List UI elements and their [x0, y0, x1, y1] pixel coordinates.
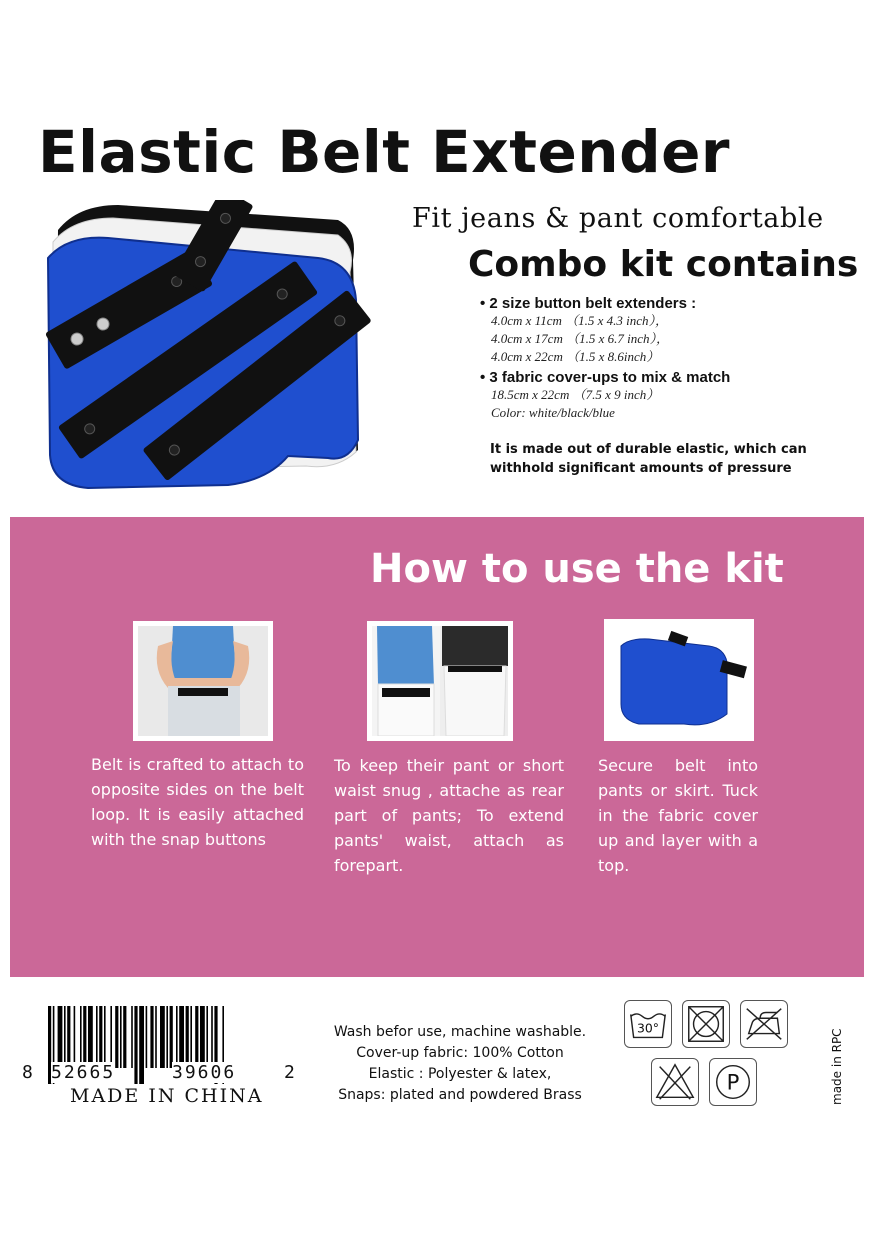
step-3-text: Secure belt into pants or skirt. Tuck in the fabric cover up and layer with a top. [598, 756, 758, 875]
barcode-bar [195, 1006, 198, 1068]
how-to-title: How to use the kit [370, 546, 784, 592]
barcode-bar [88, 1006, 93, 1068]
kit-item-1-label: 2 size button belt extenders : [489, 295, 697, 312]
barcode-bar [131, 1006, 133, 1068]
barcode-bar [190, 1006, 192, 1068]
page-title: Elastic Belt Extender [38, 118, 731, 186]
barcode-bar [115, 1006, 118, 1068]
size-line-1: 4.0cm x 11cm （1.5 x 4.3 inch）， [491, 313, 669, 328]
no-bleach-icon [651, 1058, 699, 1106]
dry-clean-letter: P [726, 1069, 740, 1095]
kit-contents-list [480, 295, 860, 422]
barcode-bar [134, 1006, 137, 1084]
subtitle: Fit jeans & pant comfortable [412, 203, 824, 234]
step-3-photo [604, 619, 754, 741]
cover-size-line: 18.5cm x 22cm （7.5 x 9 inch） [491, 387, 660, 402]
care-line-2: Cover-up fabric: 100% Cotton [356, 1045, 564, 1061]
barcode-bar [64, 1006, 66, 1068]
barcode-bar [123, 1006, 126, 1068]
barcode-bar [120, 1006, 122, 1068]
size-line-3: 4.0cm x 22cm （1.5 x 8.6inch） [491, 349, 660, 364]
barcode-bar [104, 1006, 106, 1068]
step-2-illustration [372, 626, 508, 736]
barcode-last-digit: 2 [284, 1062, 295, 1083]
kit-item-1-heading: • 2 size button belt extenders : [480, 295, 697, 312]
barcode-bar [96, 1006, 98, 1068]
care-instructions [320, 1022, 600, 1106]
barcode-bar [67, 1006, 70, 1068]
barcode-bar [186, 1006, 189, 1068]
barcode-bar [211, 1006, 213, 1068]
care-line-3: Elastic : Polyester & latex, [368, 1066, 552, 1082]
barcode-bar [110, 1006, 112, 1068]
barcode-bar [179, 1006, 184, 1068]
combo-heading: Combo kit contains [468, 244, 859, 285]
care-line-4: Snaps: plated and powdered Brass [338, 1087, 582, 1103]
size-line-2: 4.0cm x 17cm （1.5 x 6.7 inch）， [491, 331, 669, 346]
step-1-photo [133, 621, 273, 741]
cover-color-line: Color: white/black/blue [491, 405, 615, 420]
barcode-bar [150, 1006, 153, 1068]
barcode-bar [58, 1006, 63, 1068]
product-photo [38, 200, 378, 490]
barcode-bar [166, 1006, 168, 1068]
barcode-bar [74, 1006, 76, 1068]
barcode-bar [200, 1006, 205, 1068]
barcode-bar [83, 1006, 86, 1068]
barcode-bar [99, 1006, 102, 1068]
barcode-bar [146, 1006, 148, 1068]
barcode-first-digit: 8 [22, 1062, 33, 1083]
barcode-bar [176, 1006, 178, 1068]
step-2-photo [367, 621, 513, 741]
kit-item-2-heading: • 3 fabric cover-ups to mix & match [480, 369, 731, 386]
step-1-illustration [138, 626, 268, 736]
barcode-group-1: 52665 [51, 1062, 116, 1083]
no-iron-icon [740, 1000, 788, 1048]
wash-30-icon [624, 1000, 672, 1048]
no-tumble-dry-icon [682, 1000, 730, 1048]
barcode-bar [160, 1006, 165, 1068]
kit-item-2-label: 3 fabric cover-ups to mix & match [489, 369, 731, 386]
barcode-bar [155, 1006, 157, 1068]
barcode-bar [139, 1006, 144, 1084]
barcode-bar [170, 1006, 173, 1068]
barcode-bar [206, 1006, 208, 1068]
barcode-group-2: 39606 [172, 1062, 237, 1083]
durable-note: It is made out of durable elastic, which can withhold significant amounts of pressure [490, 442, 807, 476]
care-line-1: Wash befor use, machine washable. [333, 1024, 587, 1040]
step-2-text: To keep their pant or short waist snug , attache as rear part of pants; To extend pants' waist, attach as forepart. [334, 756, 564, 875]
barcode-bar [80, 1006, 82, 1068]
made-in-china: MADE IN CHINA [70, 1085, 264, 1107]
dry-clean-p-icon [709, 1058, 757, 1106]
wash-temp-label: 30° [636, 1020, 660, 1036]
step-3-illustration [609, 624, 749, 736]
made-in-rpc: made in RPC [830, 1028, 844, 1105]
step-1-text: Belt is crafted to attach to opposite sides on the belt loop. It is easily attached with the snap buttons [91, 755, 304, 849]
